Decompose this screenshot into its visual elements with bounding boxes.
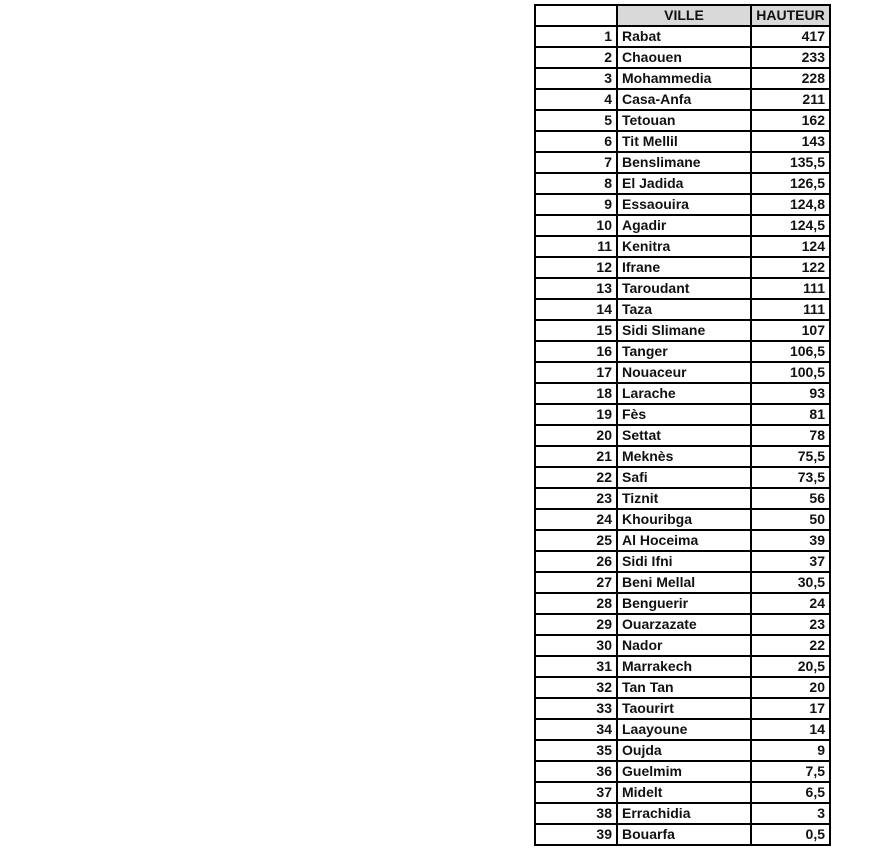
ville-cell: Fès [617, 404, 751, 425]
hauteur-cell: 9 [751, 740, 830, 761]
rank-cell: 36 [535, 761, 617, 782]
table-row [535, 677, 830, 698]
hauteur-cell: 81 [751, 404, 830, 425]
ville-cell: Guelmim [617, 761, 751, 782]
hauteur-cell: 0,5 [751, 824, 830, 845]
hauteur-cell: 20,5 [751, 656, 830, 677]
table-row [535, 614, 830, 635]
ville-cell: Khouribga [617, 509, 751, 530]
ville-cell: Tan Tan [617, 677, 751, 698]
ville-cell: Marrakech [617, 656, 751, 677]
table-row [535, 299, 830, 320]
hauteur-cell: 6,5 [751, 782, 830, 803]
table-row [535, 761, 830, 782]
header-ville-cell: VILLE [617, 5, 751, 26]
rank-cell: 30 [535, 635, 617, 656]
ville-cell: Rabat [617, 26, 751, 47]
rank-cell: 16 [535, 341, 617, 362]
rank-cell: 29 [535, 614, 617, 635]
rank-cell: 27 [535, 572, 617, 593]
table-row [535, 47, 830, 68]
ville-cell: Errachidia [617, 803, 751, 824]
table-row [535, 341, 830, 362]
ville-cell: Larache [617, 383, 751, 404]
hauteur-cell: 122 [751, 257, 830, 278]
table-row [535, 320, 830, 341]
table-row [535, 68, 830, 89]
ville-cell: El Jadida [617, 173, 751, 194]
ville-cell: Benslimane [617, 152, 751, 173]
ville-cell: Casa-Anfa [617, 89, 751, 110]
ville-cell: Oujda [617, 740, 751, 761]
ville-cell: Laayoune [617, 719, 751, 740]
rank-cell: 1 [535, 26, 617, 47]
hauteur-cell: 7,5 [751, 761, 830, 782]
hauteur-cell: 124,8 [751, 194, 830, 215]
table-row [535, 572, 830, 593]
cities-hauteur-table-wrapper [534, 4, 831, 846]
ville-cell: Mohammedia [617, 68, 751, 89]
rank-cell: 37 [535, 782, 617, 803]
rank-cell: 17 [535, 362, 617, 383]
table-row [535, 194, 830, 215]
ville-cell: Benguerir [617, 593, 751, 614]
hauteur-cell: 3 [751, 803, 830, 824]
ville-cell: Tanger [617, 341, 751, 362]
ville-cell: Chaouen [617, 47, 751, 68]
hauteur-cell: 30,5 [751, 572, 830, 593]
hauteur-cell: 93 [751, 383, 830, 404]
rank-cell: 9 [535, 194, 617, 215]
table-row [535, 131, 830, 152]
hauteur-cell: 78 [751, 425, 830, 446]
rank-cell: 6 [535, 131, 617, 152]
hauteur-cell: 162 [751, 110, 830, 131]
rank-cell: 2 [535, 47, 617, 68]
ville-cell: Al Hoceima [617, 530, 751, 551]
rank-cell: 14 [535, 299, 617, 320]
table-row [535, 173, 830, 194]
rank-cell: 25 [535, 530, 617, 551]
table-row [535, 782, 830, 803]
rank-cell: 33 [535, 698, 617, 719]
rank-cell: 21 [535, 446, 617, 467]
ville-cell: Settat [617, 425, 751, 446]
ville-cell: Sidi Slimane [617, 320, 751, 341]
ville-cell: Safi [617, 467, 751, 488]
hauteur-cell: 14 [751, 719, 830, 740]
table-row [535, 404, 830, 425]
hauteur-cell: 37 [751, 551, 830, 572]
hauteur-cell: 126,5 [751, 173, 830, 194]
table-row [535, 467, 830, 488]
table-row [535, 509, 830, 530]
table-row [535, 551, 830, 572]
table-row [535, 593, 830, 614]
hauteur-cell: 39 [751, 530, 830, 551]
hauteur-cell: 143 [751, 131, 830, 152]
table-row [535, 383, 830, 404]
hauteur-cell: 75,5 [751, 446, 830, 467]
table-row [535, 488, 830, 509]
hauteur-cell: 111 [751, 278, 830, 299]
hauteur-cell: 111 [751, 299, 830, 320]
table-row [535, 236, 830, 257]
hauteur-cell: 24 [751, 593, 830, 614]
hauteur-cell: 228 [751, 68, 830, 89]
rank-cell: 23 [535, 488, 617, 509]
hauteur-cell: 107 [751, 320, 830, 341]
ville-cell: Essaouira [617, 194, 751, 215]
table-row [535, 635, 830, 656]
rank-cell: 18 [535, 383, 617, 404]
rank-cell: 13 [535, 278, 617, 299]
hauteur-cell: 56 [751, 488, 830, 509]
ville-cell: Nador [617, 635, 751, 656]
rank-cell: 22 [535, 467, 617, 488]
table-row [535, 530, 830, 551]
ville-cell: Nouaceur [617, 362, 751, 383]
rank-cell: 19 [535, 404, 617, 425]
hauteur-cell: 135,5 [751, 152, 830, 173]
ville-cell: Sidi Ifni [617, 551, 751, 572]
table-row [535, 740, 830, 761]
table-row [535, 425, 830, 446]
rank-cell: 35 [535, 740, 617, 761]
hauteur-cell: 417 [751, 26, 830, 47]
rank-cell: 32 [535, 677, 617, 698]
rank-cell: 12 [535, 257, 617, 278]
ville-cell: Taourirt [617, 698, 751, 719]
table-row [535, 278, 830, 299]
rank-cell: 7 [535, 152, 617, 173]
ville-cell: Bouarfa [617, 824, 751, 845]
rank-cell: 20 [535, 425, 617, 446]
ville-cell: Kenitra [617, 236, 751, 257]
table-row [535, 257, 830, 278]
cities-hauteur-table [534, 4, 831, 846]
hauteur-cell: 17 [751, 698, 830, 719]
rank-cell: 4 [535, 89, 617, 110]
hauteur-cell: 233 [751, 47, 830, 68]
table-row [535, 719, 830, 740]
hauteur-cell: 50 [751, 509, 830, 530]
rank-cell: 15 [535, 320, 617, 341]
table-row [535, 698, 830, 719]
rank-cell: 24 [535, 509, 617, 530]
table-body [535, 26, 830, 845]
table-row [535, 446, 830, 467]
ville-cell: Beni Mellal [617, 572, 751, 593]
hauteur-cell: 211 [751, 89, 830, 110]
ville-cell: Taroudant [617, 278, 751, 299]
ville-cell: Agadir [617, 215, 751, 236]
rank-cell: 26 [535, 551, 617, 572]
rank-cell: 5 [535, 110, 617, 131]
hauteur-cell: 73,5 [751, 467, 830, 488]
header-blank-cell [535, 5, 617, 26]
rank-cell: 39 [535, 824, 617, 845]
table-row [535, 89, 830, 110]
ville-cell: Taza [617, 299, 751, 320]
ville-cell: Ifrane [617, 257, 751, 278]
rank-cell: 11 [535, 236, 617, 257]
table-row [535, 656, 830, 677]
hauteur-cell: 100,5 [751, 362, 830, 383]
table-row [535, 152, 830, 173]
rank-cell: 28 [535, 593, 617, 614]
hauteur-cell: 124,5 [751, 215, 830, 236]
hauteur-cell: 124 [751, 236, 830, 257]
rank-cell: 38 [535, 803, 617, 824]
table-row [535, 215, 830, 236]
ville-cell: Tit Mellil [617, 131, 751, 152]
rank-cell: 8 [535, 173, 617, 194]
ville-cell: Meknès [617, 446, 751, 467]
table-row [535, 824, 830, 845]
ville-cell: Midelt [617, 782, 751, 803]
header-row [535, 5, 830, 26]
hauteur-cell: 22 [751, 635, 830, 656]
hauteur-cell: 20 [751, 677, 830, 698]
ville-cell: Ouarzazate [617, 614, 751, 635]
rank-cell: 34 [535, 719, 617, 740]
ville-cell: Tiznit [617, 488, 751, 509]
ville-cell: Tetouan [617, 110, 751, 131]
rank-cell: 10 [535, 215, 617, 236]
table-row [535, 110, 830, 131]
hauteur-cell: 106,5 [751, 341, 830, 362]
hauteur-cell: 23 [751, 614, 830, 635]
table-row [535, 362, 830, 383]
header-hauteur-cell: HAUTEUR [751, 5, 830, 26]
rank-cell: 31 [535, 656, 617, 677]
table-row [535, 803, 830, 824]
rank-cell: 3 [535, 68, 617, 89]
table-row [535, 26, 830, 47]
